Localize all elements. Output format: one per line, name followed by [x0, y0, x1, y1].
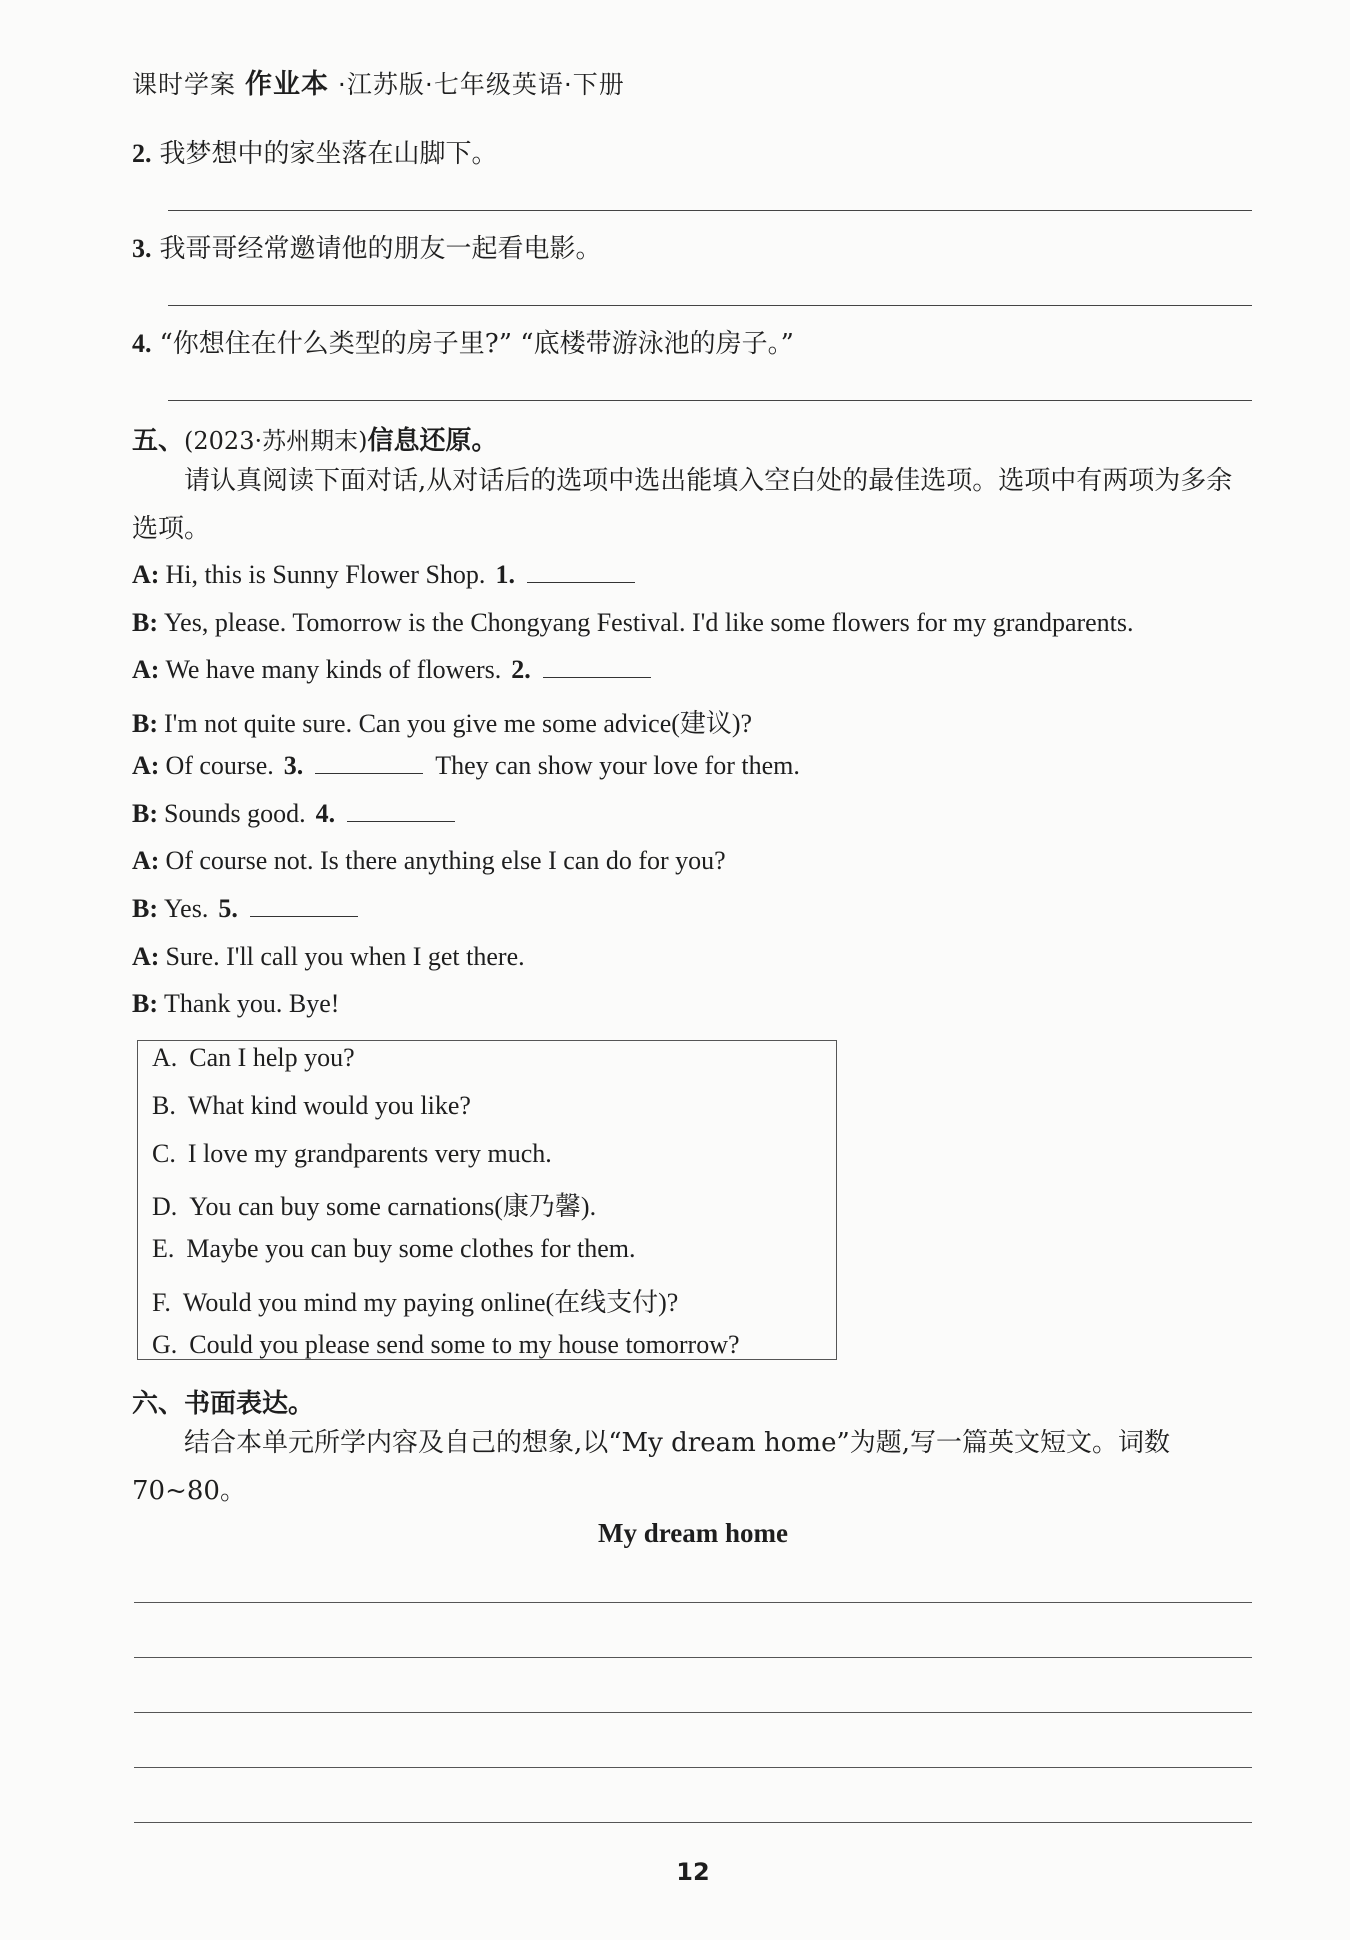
speaker-label: A:: [132, 655, 160, 685]
dialogue-text: Of course.: [165, 750, 274, 780]
option-letter: F.: [152, 1288, 171, 1317]
dialogue-line: [132, 608, 1134, 638]
dialogue-line: [132, 751, 800, 781]
dialogue-line: [132, 846, 726, 876]
options-box: [137, 1040, 837, 1360]
option-letter: E.: [152, 1234, 175, 1264]
option-text: Maybe you can buy some clothes for them.: [186, 1234, 636, 1264]
translation-item-4: 4. “你想住在什么类型的房子里?” “底楼带游泳池的房子。”: [132, 329, 794, 359]
option-item: [152, 1330, 740, 1360]
option-item: [152, 1234, 636, 1264]
option-text: You can buy some carnations(康乃馨).: [189, 1192, 597, 1222]
dialogue-line: [132, 560, 635, 590]
option-item: [152, 1091, 471, 1121]
option-letter: C.: [152, 1138, 176, 1168]
header-edition: ·江苏版·七年级英语·下册: [337, 70, 625, 99]
header-series: 课时学案: [132, 70, 237, 99]
answer-line-2[interactable]: [168, 210, 1252, 211]
answer-blank[interactable]: [250, 894, 358, 917]
answer-blank[interactable]: [527, 560, 635, 583]
translation-item-3: 3. 我哥哥经常邀请他的朋友一起看电影。: [132, 234, 602, 264]
header-book: 作业本: [244, 69, 329, 100]
answer-blank[interactable]: [347, 799, 455, 822]
speaker-label: B:: [132, 607, 158, 637]
section-6-title: 六、书面表达。: [132, 1389, 315, 1419]
page-header: [132, 62, 625, 101]
speaker-label: B:: [132, 893, 158, 923]
dialogue-text: Sure. I'll call you when I get there.: [165, 941, 525, 971]
option-letter: D.: [152, 1192, 178, 1222]
speaker-label: B:: [132, 989, 158, 1019]
answer-line-4[interactable]: [168, 400, 1252, 401]
dialogue-line: [132, 989, 339, 1019]
dialogue-text: Yes.: [164, 893, 209, 923]
speaker-label: A:: [132, 750, 160, 780]
option-text: Can I help you?: [189, 1043, 355, 1072]
dialogue-line: [132, 894, 358, 924]
dialogue-text: Thank you. Bye!: [164, 989, 340, 1019]
answer-line-3[interactable]: [168, 305, 1252, 306]
writing-line[interactable]: [134, 1767, 1252, 1768]
option-letter: A.: [152, 1043, 178, 1072]
dialogue-text: Sounds good.: [164, 798, 306, 828]
section-6-instruction: 结合本单元所学内容及自己的想象,以“My dream home”为题,写一篇英文短文。词数70~80。: [132, 1428, 1171, 1506]
dialogue-text: Hi, this is Sunny Flower Shop.: [165, 560, 486, 589]
option-letter: G.: [152, 1329, 178, 1359]
dialogue-text: We have many kinds of flowers.: [165, 655, 502, 685]
translation-item-2: 2. 我梦想中的家坐落在山脚下。: [132, 139, 498, 169]
option-item: [152, 1186, 596, 1223]
blank-number: 4.: [315, 798, 336, 828]
writing-line[interactable]: [134, 1602, 1252, 1603]
page-number: 12: [676, 1858, 710, 1886]
speaker-label: B:: [132, 709, 158, 739]
answer-blank[interactable]: [315, 751, 423, 774]
essay-title: My dream home: [598, 1518, 788, 1548]
blank-number: 5.: [218, 893, 238, 923]
speaker-label: A:: [132, 846, 160, 876]
blank-number: 3.: [283, 750, 304, 780]
dialogue-text: Of course not. Is there anything else I can do for you?: [165, 846, 726, 876]
section-5-title: 五、(2023·苏州期末)信息还原。: [132, 426, 498, 456]
dialogue-line: [132, 799, 455, 829]
option-item: [152, 1282, 678, 1319]
answer-blank[interactable]: [543, 655, 651, 678]
speaker-label: A:: [132, 941, 160, 971]
writing-line[interactable]: [134, 1822, 1252, 1823]
writing-line[interactable]: [134, 1712, 1252, 1713]
option-text: Could you please send some to my house tomorrow?: [189, 1329, 740, 1359]
dialogue-line: [132, 655, 651, 685]
dialogue-line: [132, 942, 525, 972]
option-letter: B.: [152, 1090, 176, 1120]
dialogue-text: I'm not quite sure. Can you give me some advice(建议)?: [164, 709, 753, 739]
option-item: [152, 1043, 355, 1073]
section-5-instruction: 请认真阅读下面对话,从对话后的选项中选出能填入空白处的最佳选项。选项中有两项为多余选项。: [132, 466, 1233, 544]
speaker-label: A:: [132, 560, 160, 589]
option-text: What kind would you like?: [187, 1090, 471, 1120]
dialogue-text: Yes, please. Tomorrow is the Chongyang Festival. I'd like some flowers for my grandparents.: [164, 607, 1134, 637]
option-text: Would you mind my paying online(在线支付)?: [182, 1288, 679, 1317]
blank-number: 1.: [495, 560, 515, 589]
dialogue-text-after: They can show your love for them.: [435, 750, 800, 780]
option-item: [152, 1139, 552, 1169]
speaker-label: B:: [132, 798, 158, 828]
writing-line[interactable]: [134, 1657, 1252, 1658]
dialogue-line: [132, 703, 752, 740]
blank-number: 2.: [511, 655, 531, 685]
option-text: I love my grandparents very much.: [187, 1138, 552, 1168]
